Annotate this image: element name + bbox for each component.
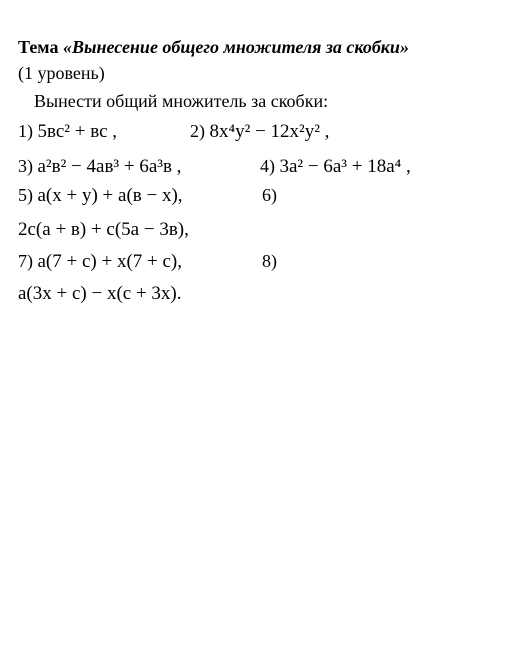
level-label: (1 уровень) [18,63,105,83]
exercise-expression: 3a² − 6a³ + 18a⁴ , [279,156,411,177]
page-title [18,36,409,58]
exercise-number: 3) [18,156,33,176]
exercise-number: 5) [18,185,33,205]
exercise-6-number: 6) [262,185,277,205]
exercise-expression: a(7 + c) + x(7 + c), [37,251,183,272]
exercise-expression: a²в² − 4aв³ + 6a³в , [37,156,182,177]
instruction-text: Вынести общий множитель за скобки: [34,91,329,111]
exercise-expression: 8x⁴y² − 12x²y² , [209,121,330,142]
exercise-expression: 2c(a + в) + c(5a − 3в), [18,219,189,240]
exercise-3 [18,155,181,178]
exercise-2 [190,120,329,143]
exercise-8-expression [18,282,182,305]
exercise-expression: a(3x + c) − x(c + 3x). [18,283,182,304]
exercise-4 [260,155,411,178]
exercise-number: 2) [190,121,205,141]
exercise-expression: a(x + y) + a(в − x), [37,185,183,206]
exercise-number: 7) [18,251,33,271]
exercise-1 [18,120,117,143]
title-prefix: Тема [18,37,59,57]
exercise-8-number: 8) [262,251,277,271]
exercise-5 [18,184,183,207]
exercise-6-expression [18,218,189,241]
title-topic: «Вынесение общего множителя за скобки» [62,37,409,57]
exercise-number: 1) [18,121,33,141]
exercise-number: 4) [260,156,275,176]
exercise-7 [18,250,182,273]
exercise-expression: 5вс² + вс , [37,121,117,142]
